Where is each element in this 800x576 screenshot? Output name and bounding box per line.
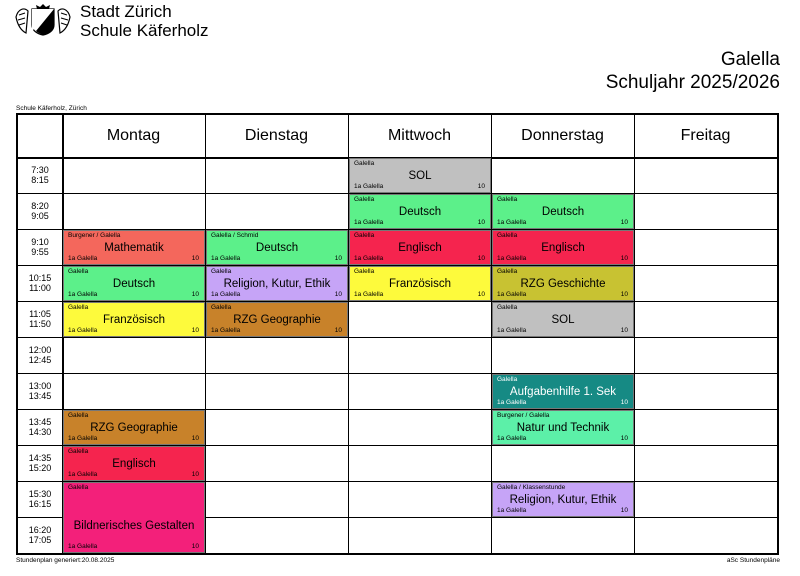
day-header: Montag — [106, 127, 161, 144]
lesson-subject: Aufgabenhilfe 1. Sek — [509, 385, 617, 398]
lesson-card[interactable] — [63, 482, 205, 553]
lesson-class: 1a Galella — [497, 327, 527, 334]
lesson-room: 10 — [191, 255, 199, 262]
lesson-room: 10 — [191, 327, 199, 334]
teacher-name: Galella — [720, 49, 780, 70]
lesson-card[interactable] — [349, 266, 491, 301]
lesson-subject: Religion, Kutur, Ethik — [509, 493, 617, 506]
lesson-room: 10 — [334, 255, 342, 262]
period-time — [18, 193, 62, 229]
column-divider — [634, 115, 635, 553]
lesson-class: 1a Galella — [354, 291, 384, 298]
period-time — [18, 301, 62, 337]
period-end: 11:00 — [29, 283, 51, 293]
lesson-room: 10 — [191, 291, 199, 298]
software-brand: aSc Stundenpläne — [726, 557, 780, 564]
lesson-teacher: Galella — [497, 268, 518, 275]
period-end: 15:20 — [28, 463, 52, 473]
lesson-subject: Mathematik — [104, 241, 164, 254]
lesson-card[interactable] — [492, 410, 634, 445]
lesson-card[interactable] — [349, 194, 491, 229]
lesson-subject: Natur und Technik — [516, 421, 610, 434]
lesson-room: 10 — [620, 399, 628, 406]
lesson-room: 10 — [191, 435, 199, 442]
lesson-teacher: Galella — [497, 376, 518, 383]
lesson-card[interactable] — [492, 230, 634, 265]
lesson-teacher: Galella — [68, 484, 89, 491]
lesson-class: 1a Galella — [497, 435, 527, 442]
day-header: Freitag — [680, 127, 731, 144]
period-start: 10:15 — [28, 273, 52, 283]
lesson-class: 1a Galella — [68, 255, 98, 262]
lesson-teacher: Galella / Schmid — [211, 232, 259, 239]
lesson-card[interactable] — [63, 230, 205, 265]
lesson-card[interactable] — [206, 266, 348, 301]
lesson-card[interactable] — [63, 446, 205, 481]
period-time — [18, 517, 62, 553]
lesson-room: 10 — [477, 291, 485, 298]
lesson-card[interactable] — [349, 230, 491, 265]
lesson-subject: RZG Geschichte — [520, 277, 606, 290]
lesson-class: 1a Galella — [497, 291, 527, 298]
period-end: 16:15 — [28, 499, 52, 509]
lesson-subject: Französisch — [103, 313, 165, 326]
school-authority — [80, 2, 209, 40]
zurich-coat-of-arms-logo — [14, 3, 72, 37]
lesson-teacher: Galella — [68, 268, 89, 275]
lesson-class: 1a Galella — [68, 471, 98, 478]
lesson-subject: RZG Geographie — [90, 421, 178, 434]
lesson-room: 10 — [477, 255, 485, 262]
lesson-subject: Bildnerisches Gestalten — [73, 519, 195, 532]
lesson-class: 1a Galella — [68, 543, 98, 550]
lesson-room: 10 — [334, 327, 342, 334]
lesson-card[interactable] — [492, 194, 634, 229]
lesson-class: 1a Galella — [497, 507, 527, 514]
lesson-room: 10 — [620, 327, 628, 334]
lesson-teacher: Galella — [497, 232, 518, 239]
lesson-class: 1a Galella — [68, 435, 98, 442]
lesson-teacher: Galella — [68, 412, 89, 419]
day-header: Dienstag — [244, 127, 309, 144]
lesson-class: 1a Galella — [354, 255, 384, 262]
lesson-subject: Englisch — [112, 457, 156, 470]
lesson-class: 1a Galella — [497, 219, 527, 226]
lesson-subject: Deutsch — [541, 205, 585, 218]
day-header: Donnerstag — [521, 127, 604, 144]
lesson-card[interactable] — [63, 302, 205, 337]
lesson-teacher: Galella / Klassenstunde — [497, 484, 566, 491]
period-time — [18, 409, 62, 445]
period-end: 17:05 — [28, 535, 52, 545]
period-start: 12:00 — [28, 345, 52, 355]
lesson-room: 10 — [620, 219, 628, 226]
lesson-teacher: Galella — [211, 304, 232, 311]
lesson-teacher: Galella — [68, 448, 89, 455]
lesson-subject: Religion, Kutur, Ethik — [223, 277, 331, 290]
school-year: Schuljahr 2025/2026 — [605, 72, 780, 93]
row-divider — [18, 337, 777, 338]
lesson-card[interactable] — [63, 266, 205, 301]
period-start: 15:30 — [28, 489, 52, 499]
period-start: 13:45 — [28, 417, 52, 427]
period-start: 7:30 — [31, 165, 49, 175]
lesson-card[interactable] — [63, 410, 205, 445]
period-end: 12:45 — [28, 355, 52, 365]
lesson-class: 1a Galella — [354, 219, 384, 226]
period-time — [18, 337, 62, 373]
period-start: 8:20 — [31, 201, 49, 211]
lesson-teacher: Burgener / Galella — [497, 412, 550, 419]
lesson-class: 1a Galella — [68, 291, 98, 298]
lesson-teacher: Galella — [354, 268, 375, 275]
lesson-card[interactable] — [206, 302, 348, 337]
lesson-card[interactable] — [492, 266, 634, 301]
lesson-class: 1a Galella — [68, 327, 98, 334]
lesson-card[interactable] — [492, 482, 634, 517]
period-end: 13:45 — [28, 391, 52, 401]
lesson-class: 1a Galella — [497, 399, 527, 406]
lesson-room: 10 — [191, 471, 199, 478]
period-time — [18, 157, 62, 193]
period-time — [18, 373, 62, 409]
lesson-class: 1a Galella — [211, 291, 241, 298]
lesson-room: 10 — [620, 255, 628, 262]
lesson-card[interactable] — [349, 158, 491, 193]
lesson-subject: Englisch — [398, 241, 442, 254]
lesson-subject: RZG Geographie — [233, 313, 321, 326]
lesson-class: 1a Galella — [211, 327, 241, 334]
school-name: Schule Käferholz — [80, 21, 209, 40]
lesson-subject: Deutsch — [112, 277, 156, 290]
lesson-room: 10 — [191, 543, 199, 550]
period-start: 9:10 — [31, 237, 49, 247]
lesson-room: 10 — [477, 183, 485, 190]
lesson-room: 10 — [620, 507, 628, 514]
city-name: Stadt Zürich — [80, 2, 172, 21]
lesson-teacher: Galella — [354, 160, 375, 167]
day-header: Mittwoch — [387, 127, 452, 144]
period-time — [18, 265, 62, 301]
generated-date: Stundenplan generiert:20.08.2025 — [16, 557, 115, 564]
period-start: 13:00 — [28, 381, 52, 391]
period-end: 9:05 — [31, 211, 49, 221]
period-end: 8:15 — [31, 175, 49, 185]
lesson-teacher: Galella — [354, 232, 375, 239]
lesson-card[interactable] — [492, 302, 634, 337]
row-divider — [18, 373, 777, 374]
lesson-room: 10 — [334, 291, 342, 298]
period-time — [18, 445, 62, 481]
timetable-grid — [16, 113, 779, 555]
timetable-title — [606, 48, 780, 94]
lesson-class: 1a Galella — [354, 183, 384, 190]
lesson-room: 10 — [620, 435, 628, 442]
lesson-card[interactable] — [206, 230, 348, 265]
lesson-card[interactable] — [492, 374, 634, 409]
period-end: 14:30 — [28, 427, 52, 437]
lesson-class: 1a Galella — [211, 255, 241, 262]
lesson-subject: SOL — [551, 313, 575, 326]
period-time — [18, 229, 62, 265]
lesson-teacher: Burgener / Galella — [68, 232, 121, 239]
lesson-subject: Französisch — [389, 277, 451, 290]
lesson-room: 10 — [620, 291, 628, 298]
lesson-teacher: Galella — [68, 304, 89, 311]
lesson-teacher: Galella — [497, 304, 518, 311]
lesson-teacher: Galella — [211, 268, 232, 275]
lesson-room: 10 — [477, 219, 485, 226]
lesson-teacher: Galella — [497, 196, 518, 203]
period-time — [18, 481, 62, 517]
period-start: 11:05 — [29, 309, 51, 319]
lesson-subject: SOL — [408, 169, 432, 182]
period-start: 14:35 — [28, 453, 52, 463]
period-end: 9:55 — [31, 247, 49, 257]
lesson-subject: Englisch — [541, 241, 585, 254]
period-end: 11:50 — [29, 319, 51, 329]
lesson-teacher: Galella — [354, 196, 375, 203]
school-caption: Schule Käferholz, Zürich — [16, 105, 87, 112]
lesson-class: 1a Galella — [497, 255, 527, 262]
period-start: 16:20 — [28, 525, 52, 535]
lesson-subject: Deutsch — [398, 205, 442, 218]
lesson-subject: Deutsch — [255, 241, 299, 254]
